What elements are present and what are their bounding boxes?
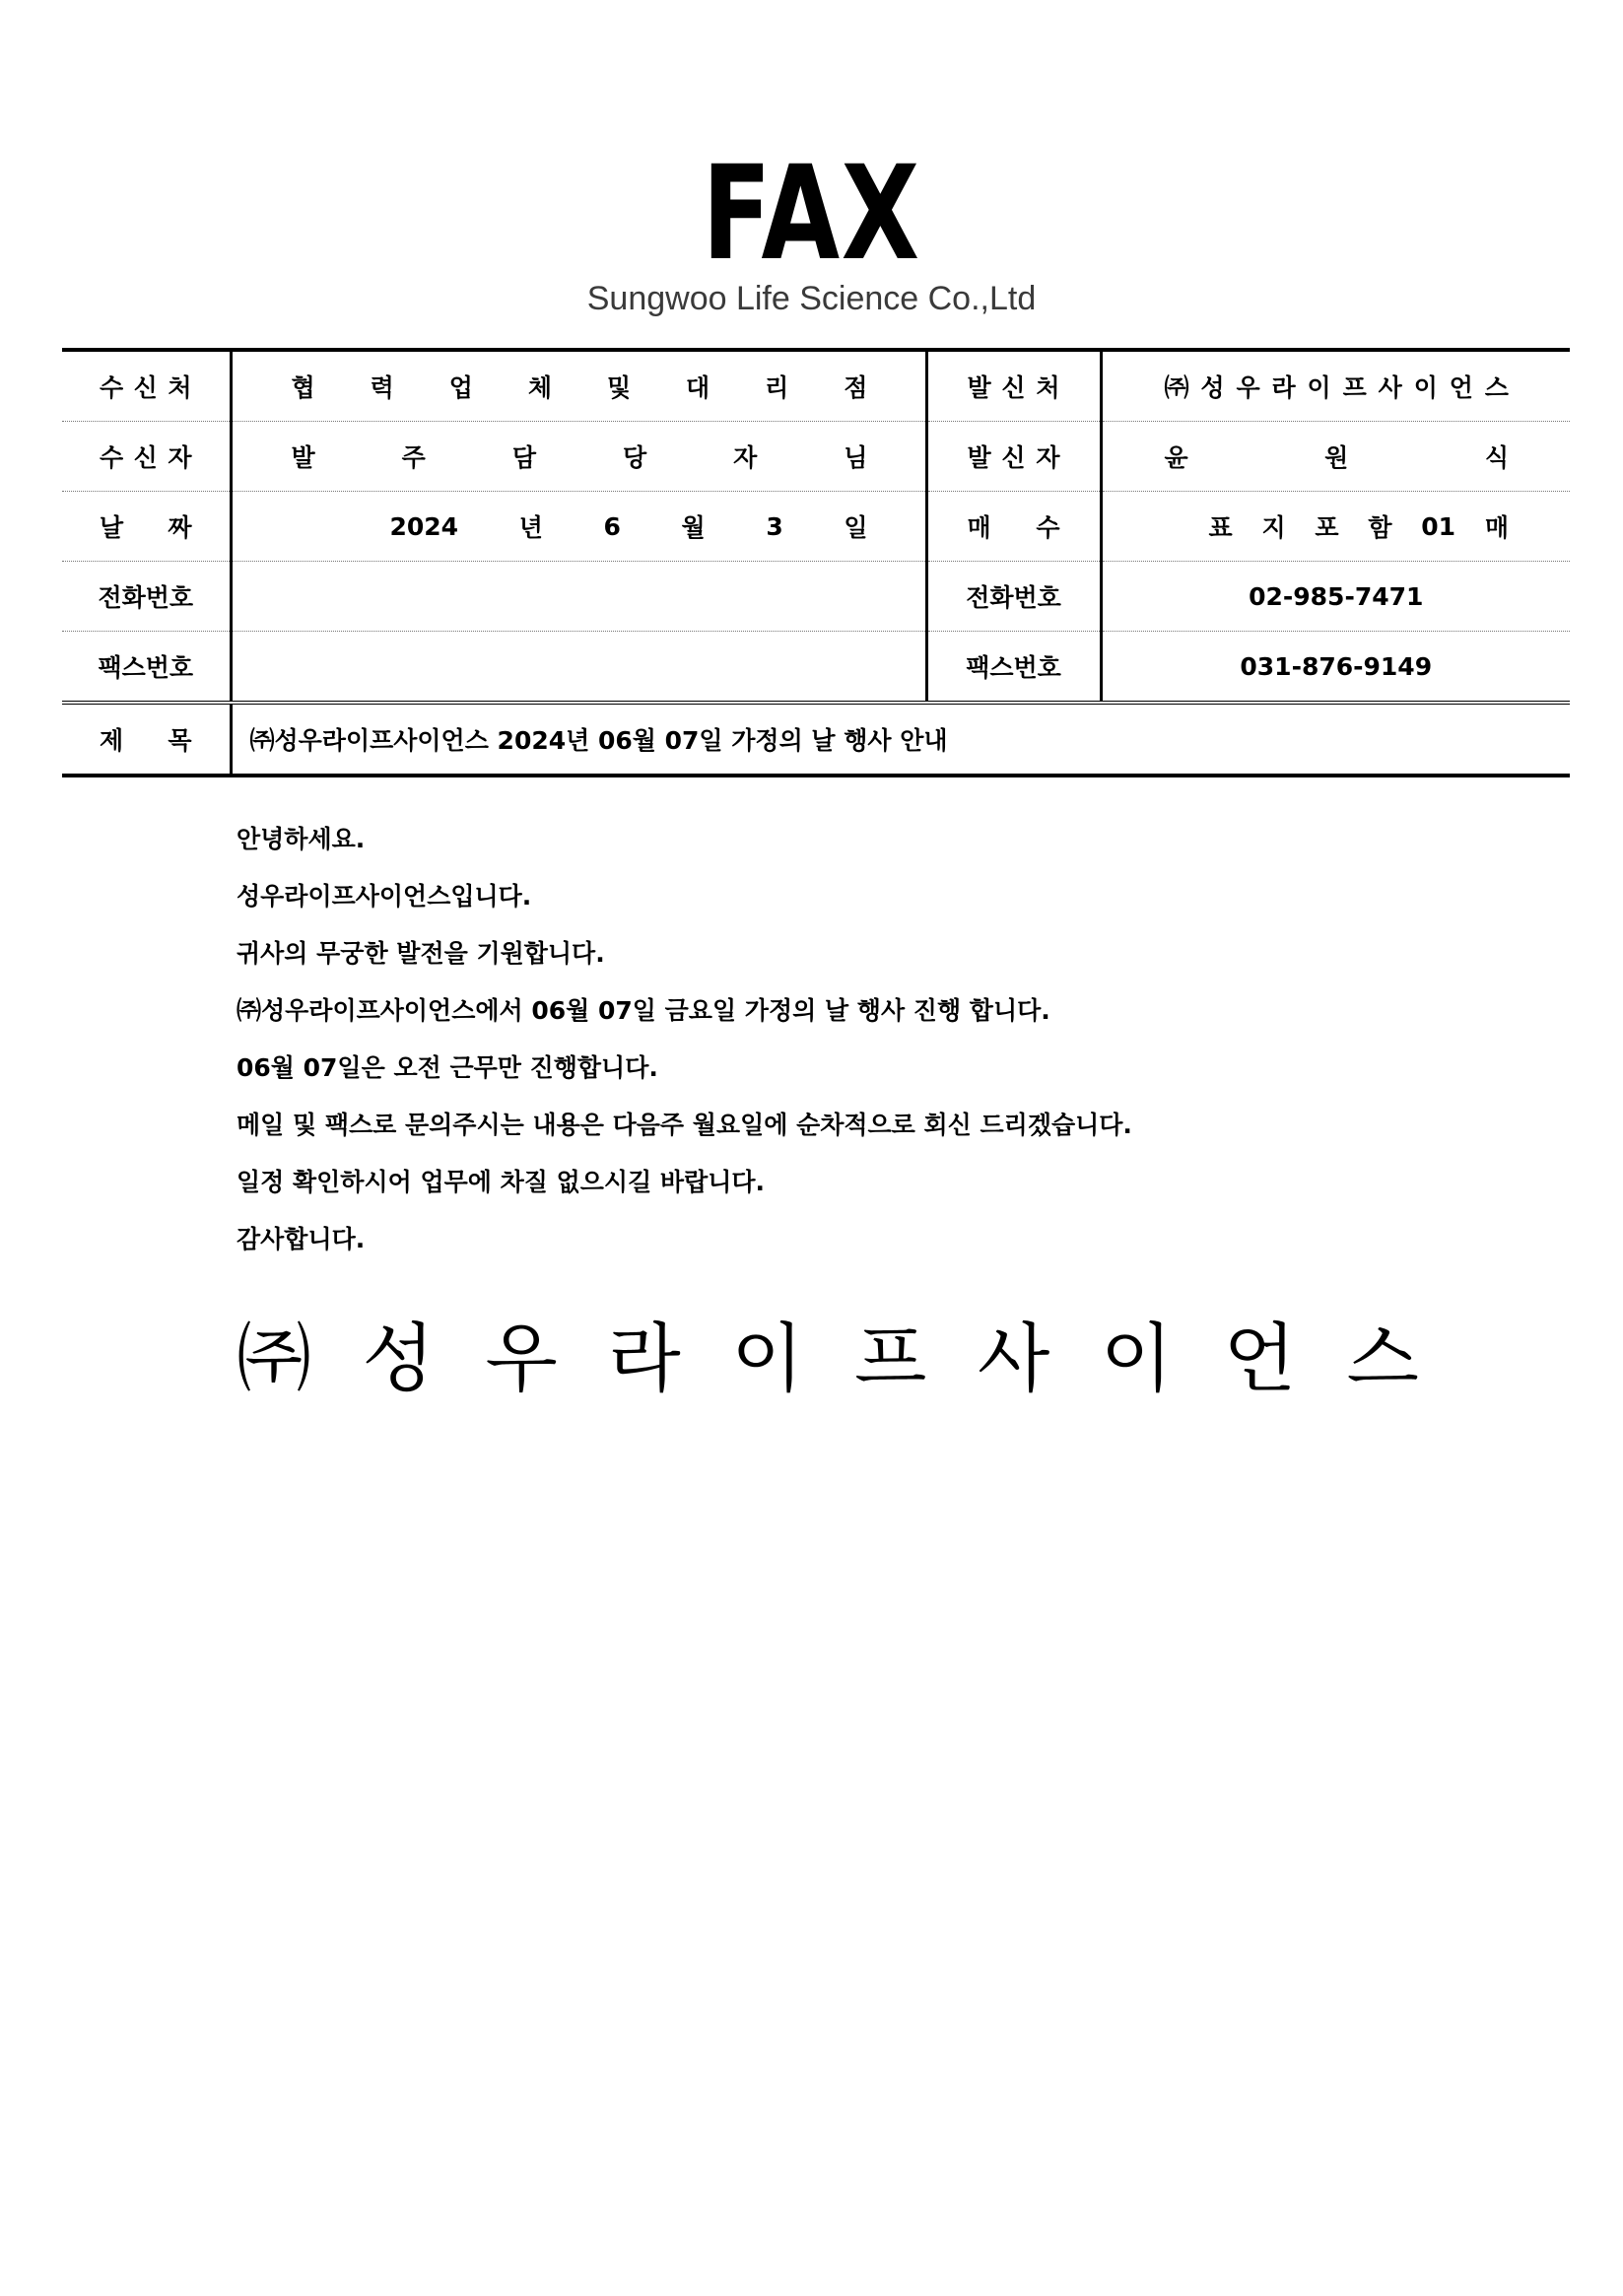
spread-glyph: 지: [1261, 513, 1286, 542]
spread-glyph: 사: [1378, 373, 1402, 402]
spread-glyph: 라: [608, 1315, 681, 1402]
body-line: 안녕하세요.: [237, 825, 366, 853]
fax-number-row: [62, 632, 1570, 704]
spread-glyph: 스: [1484, 373, 1509, 402]
sender-person-value: [1101, 422, 1570, 492]
body-line: 성우라이프사이언스입니다.: [237, 882, 532, 911]
spread-glyph: 제: [100, 726, 124, 755]
recipient-org-value: [231, 350, 926, 422]
sender-org-label: [926, 350, 1101, 422]
spread-glyph: 당: [622, 443, 647, 472]
spread-glyph: 우: [1236, 373, 1260, 402]
fax-title: FAX: [702, 138, 921, 290]
spread-glyph: 수: [100, 443, 124, 472]
spread-glyph: 신: [1001, 373, 1026, 402]
spread-glyph: 자: [168, 443, 192, 472]
spread-glyph: 식: [1484, 443, 1509, 472]
body-line: ㈜성우라이프사이언스에서 06월 07일 금요일 가정의 날 행사 진행 합니다.: [237, 996, 1050, 1025]
spread-glyph: 성: [362, 1315, 435, 1402]
recipient-phone-label: 전화번호: [62, 562, 231, 632]
spread-glyph: 함: [1368, 513, 1392, 542]
spread-glyph: 자: [733, 443, 758, 472]
sender-org-value: [1101, 350, 1570, 422]
sender-person-label: [926, 422, 1101, 492]
spread-glyph: 년: [518, 513, 543, 542]
body-line: 06월 07일은 오전 근무만 진행합니다.: [237, 1053, 658, 1082]
spread-glyph: 날: [100, 513, 124, 542]
spread-glyph: 리: [765, 373, 789, 402]
body-line: 일정 확인하시어 업무에 차질 없으시길 바랍니다.: [237, 1168, 766, 1196]
spread-glyph: 력: [370, 373, 394, 402]
spread-glyph: 점: [844, 373, 868, 402]
sender-fax-value: 031-876-9149: [1101, 632, 1570, 704]
spread-glyph: 일: [844, 513, 868, 542]
spread-glyph: 신: [1001, 443, 1026, 472]
spread-glyph: ㈜: [237, 1315, 311, 1402]
sender-phone-value: 02-985-7471: [1101, 562, 1570, 632]
spread-glyph: 이: [1413, 373, 1438, 402]
spread-glyph: 매: [967, 513, 991, 542]
spread-glyph: 신: [133, 373, 158, 402]
page-count-label: [926, 492, 1101, 562]
spread-glyph: 및: [606, 373, 632, 402]
spread-glyph: 성: [1200, 373, 1225, 402]
spread-glyph: 사: [977, 1315, 1050, 1402]
spread-glyph: 매: [1484, 513, 1509, 542]
spread-glyph: 윤: [1164, 443, 1188, 472]
spread-glyph: 자: [1036, 443, 1060, 472]
spread-glyph: 이: [1307, 373, 1331, 402]
page-count-value: [1101, 492, 1570, 562]
spread-glyph: 월: [681, 513, 706, 542]
recipient-phone-value: [231, 562, 926, 632]
body-line: 메일 및 팩스로 문의주시는 내용은 다음주 월요일에 순차적으로 회신 드리겠습니다.: [237, 1111, 1132, 1139]
sender-phone-label: 전화번호: [926, 562, 1101, 632]
spread-glyph: 언: [1223, 1315, 1296, 1402]
spread-glyph: 님: [844, 443, 868, 472]
spread-glyph: 처: [1036, 373, 1060, 402]
date-value: [231, 492, 926, 562]
spread-glyph: 01: [1421, 511, 1456, 541]
spread-glyph: 수: [1036, 513, 1060, 542]
spread-glyph: 업: [448, 373, 473, 402]
spread-glyph: 담: [511, 443, 536, 472]
recipient-org-label: [62, 350, 231, 422]
spread-glyph: 3: [766, 511, 783, 541]
spread-glyph: 프: [853, 1315, 927, 1402]
spread-glyph: 2024: [389, 511, 459, 541]
spread-glyph: 포: [1315, 513, 1339, 542]
spread-glyph: 대: [686, 373, 710, 402]
spread-glyph: 협: [291, 373, 315, 402]
spread-glyph: 원: [1324, 443, 1349, 472]
spread-glyph: 스: [1346, 1315, 1419, 1402]
recipient-org-row: [62, 350, 1570, 422]
spread-glyph: 라: [1271, 373, 1296, 402]
spread-glyph: 처: [168, 373, 192, 402]
fax-header-table: [62, 348, 1570, 777]
spread-glyph: 목: [168, 726, 192, 755]
spread-glyph: 수: [100, 373, 124, 402]
date-label: [62, 492, 231, 562]
spread-glyph: 이: [1100, 1315, 1174, 1402]
company-signature: [237, 1299, 1419, 1406]
spread-glyph: 이: [731, 1315, 804, 1402]
date-row: [62, 492, 1570, 562]
recipient-person-label: [62, 422, 231, 492]
spread-glyph: 프: [1342, 373, 1367, 402]
sender-fax-label: 팩스번호: [926, 632, 1101, 704]
spread-glyph: 발: [967, 443, 991, 472]
spread-glyph: 주: [401, 443, 426, 472]
spread-glyph: 신: [133, 443, 158, 472]
subject-value: ㈜성우라이프사이언스 2024년 06월 07일 가정의 날 행사 안내: [249, 726, 948, 755]
message-body: [237, 820, 1419, 1277]
spread-glyph: 발: [291, 443, 315, 472]
recipient-fax-label: 팩스번호: [62, 632, 231, 704]
subject-label: [62, 703, 231, 776]
spread-glyph: 6: [603, 511, 621, 541]
spread-glyph: 우: [485, 1315, 558, 1402]
recipient-fax-value: [231, 632, 926, 704]
recipient-person-row: [62, 422, 1570, 492]
body-line: 감사합니다.: [237, 1225, 366, 1253]
spread-glyph: ㈜: [1164, 373, 1189, 402]
body-line: 귀사의 무궁한 발전을 기원합니다.: [237, 939, 605, 968]
spread-glyph: 언: [1449, 373, 1473, 402]
spread-glyph: 짜: [168, 513, 192, 542]
recipient-person-value: [231, 422, 926, 492]
spread-glyph: 표: [1208, 513, 1233, 542]
spread-glyph: 체: [527, 373, 552, 402]
spread-glyph: 발: [967, 373, 991, 402]
subject-row: [62, 703, 1570, 776]
phone-row: [62, 562, 1570, 632]
company-name-english: Sungwoo Life Science Co.,Ltd: [586, 280, 1037, 317]
